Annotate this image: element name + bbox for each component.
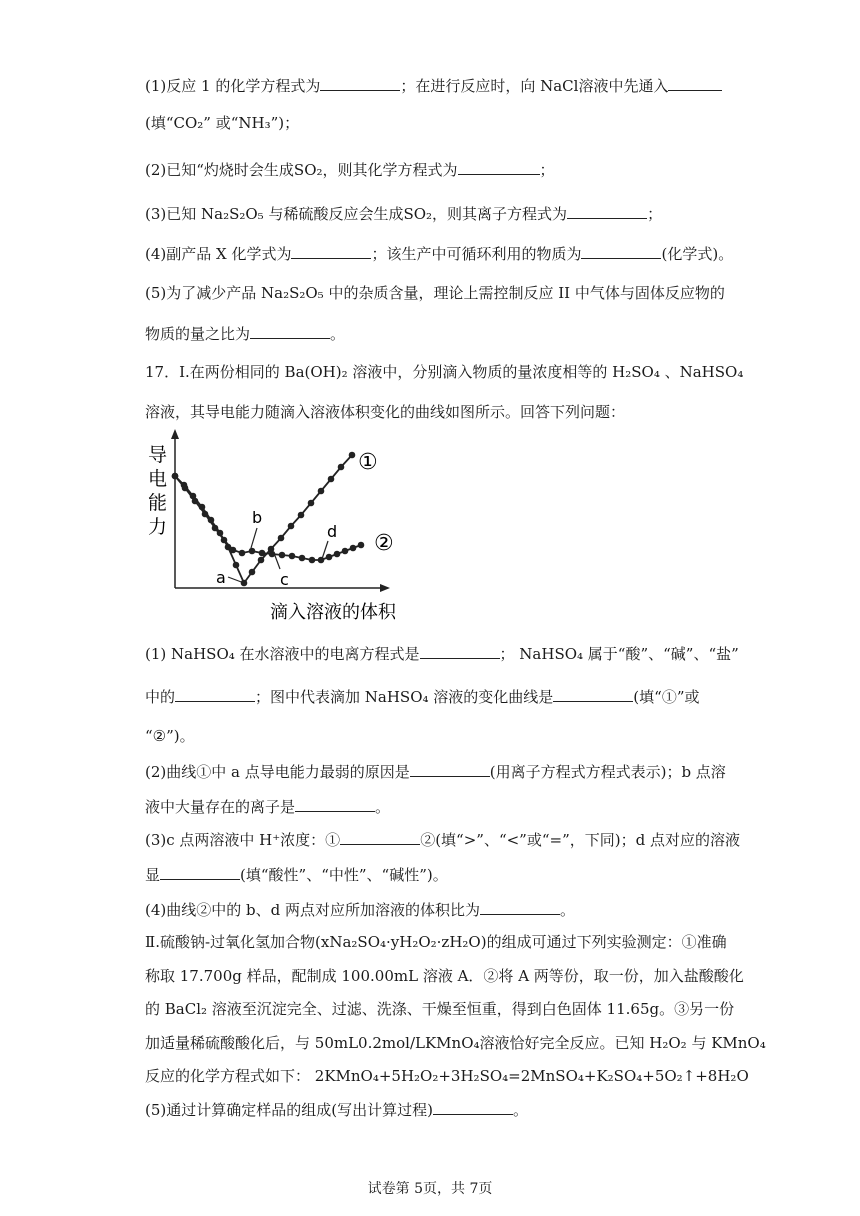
q16-p5-end: 。 xyxy=(330,325,346,343)
q17-s1-line2 xyxy=(145,686,700,707)
curve-2-point xyxy=(182,485,189,492)
page-footer: 试卷第 5页，共 7页 xyxy=(367,1181,493,1197)
q17-s2-line2 xyxy=(145,796,390,817)
q17-s2c: 液中大量存在的离子是 xyxy=(145,798,296,816)
q16-line-2 xyxy=(145,113,299,133)
answer-blank[interactable] xyxy=(340,829,420,845)
q17-s3d: (填“酸性”、“中性”、“碱性”)。 xyxy=(240,866,448,884)
curve-2-point xyxy=(259,550,266,557)
q17-s1-line1 xyxy=(145,643,739,664)
q17-s4-end: 。 xyxy=(560,901,576,919)
q17-s3c: 显 xyxy=(145,866,161,884)
q16-p4a: (4)副产品 X 化学式为 xyxy=(145,245,292,263)
curve-2-point xyxy=(309,557,316,564)
y-label-1: 导 xyxy=(148,444,168,466)
curve-2-point xyxy=(230,547,237,554)
y-label-4: 力 xyxy=(148,516,168,538)
x-label: 滴入溶液的体积 xyxy=(270,602,396,623)
q16-line-5 xyxy=(145,243,733,264)
q17-s5: (5)通过计算确定样品的组成(写出计算过程) xyxy=(145,1101,433,1119)
curve-1-point xyxy=(258,557,265,564)
answer-blank[interactable] xyxy=(291,243,371,259)
part2-line-c xyxy=(145,999,734,1019)
q17-s4-line xyxy=(145,899,575,920)
answer-blank[interactable] xyxy=(250,323,330,339)
answer-blank[interactable] xyxy=(480,899,560,915)
q16-p4b: ；该生产中可循环利用的物质为 xyxy=(371,245,582,263)
part2-line-a xyxy=(145,932,727,952)
curve-1-point xyxy=(308,500,315,507)
q16-p4c: (化学式)。 xyxy=(661,245,734,263)
answer-blank[interactable] xyxy=(668,75,722,91)
q16-line-4 xyxy=(145,203,662,224)
part2-a: Ⅱ.硫酸钠-过氧化氢加合物(xNa₂SO₄·yH₂O₂·zH₂O)的组成可通过下列实验测定：①准确 xyxy=(145,933,727,951)
y-label-3: 能 xyxy=(148,492,168,514)
part2-b: 称取 17.700g 样品，配制成 100.00mL 溶液 A．②将 A 两等份，取一份，加入盐酸酸化 xyxy=(145,967,744,985)
q16-p3-end: ； xyxy=(647,205,663,223)
answer-blank[interactable] xyxy=(553,686,633,702)
curve-1-point xyxy=(338,464,345,471)
q16-p1b: ；在进行反应时，向 NaCl溶液中先通入 xyxy=(400,77,669,95)
q16-line-7 xyxy=(145,323,345,344)
curve-2-point xyxy=(318,557,325,564)
answer-blank[interactable] xyxy=(160,864,240,880)
q16-line-3 xyxy=(145,159,555,180)
curve-2-point xyxy=(289,553,296,560)
q17-s3b: ②(填“>”、“<”或“=”，下同)；d 点对应的溶液 xyxy=(420,831,740,849)
q17-s4: (4)曲线②中的 b、d 两点对应所加溶液的体积比为 xyxy=(145,901,480,919)
part2-line-e xyxy=(145,1066,749,1086)
q16-p2: (2)已知“灼烧时会生成SO₂，则其化学方程式为 xyxy=(145,161,458,179)
q17-s3-line2 xyxy=(145,864,448,885)
curve-2-point xyxy=(326,554,333,561)
curve-2-point xyxy=(342,548,349,555)
curve-1-point xyxy=(288,523,295,530)
q17-intro-a: 17．Ⅰ.在两份相同的 Ba(OH)₂ 溶液中，分别滴入物质的量浓度相等的 H₂SO₄ 、NaHSO₄ xyxy=(145,363,744,381)
q17-intro-1 xyxy=(145,362,743,382)
part2-line-b xyxy=(145,966,744,986)
q17-s2a: (2)曲线①中 a 点导电能力最弱的原因是 xyxy=(145,763,410,781)
q17-s2-line1 xyxy=(145,761,726,782)
y-axis-arrow xyxy=(171,429,179,439)
curve-1-label: ① xyxy=(358,450,378,475)
q17-s1e: (填“①”或 xyxy=(633,688,700,706)
point-label-b: b xyxy=(252,508,263,527)
pointer-b xyxy=(251,528,257,548)
answer-blank[interactable] xyxy=(420,643,500,659)
curve-2-point xyxy=(202,511,209,518)
curve-1-point xyxy=(318,488,325,495)
curve-1-point xyxy=(233,562,240,569)
curve-2-point xyxy=(192,498,199,505)
curve-1-line xyxy=(175,455,352,583)
q16-p3: (3)已知 Na₂S₂O₅ 与稀硫酸反应会生成SO₂，则其离子方程式为 xyxy=(145,205,568,223)
q16-p5b: 物质的量之比为 xyxy=(145,325,251,343)
y-label-2: 电 xyxy=(148,468,168,490)
curve-1-point xyxy=(328,476,335,483)
point-label-d: d xyxy=(327,522,338,541)
curve-2-point xyxy=(334,551,341,558)
q16-p5a: (5)为了减少产品 Na₂S₂O₅ 中的杂质含量，理论上需控制反应 II 中气体与固体反应物的 xyxy=(145,284,725,302)
curve-1-point xyxy=(249,569,256,576)
curve-2-point xyxy=(299,555,306,562)
x-axis-arrow xyxy=(380,584,390,592)
answer-blank[interactable] xyxy=(567,203,647,219)
answer-blank[interactable] xyxy=(410,761,490,777)
curve-2-point xyxy=(221,537,228,544)
curve-2-line xyxy=(175,476,361,560)
q17-intro-2 xyxy=(145,402,625,422)
q17-s1a: (1) NaHSO₄ 在水溶液中的电离方程式是 xyxy=(145,645,420,663)
answer-blank[interactable] xyxy=(320,75,400,91)
q16-line-1 xyxy=(145,75,722,96)
curve-2-point xyxy=(239,550,246,557)
answer-blank[interactable] xyxy=(458,159,540,175)
part2-line-d xyxy=(145,1033,766,1053)
part2-e: 反应的化学方程式如下： 2KMnO₄+5H₂O₂+3H₂SO₄=2MnSO₄+K₂SO₄+5O₂↑+8H₂O xyxy=(145,1067,749,1085)
answer-blank[interactable] xyxy=(433,1099,513,1115)
q17-s1f: “②”)。 xyxy=(145,727,195,745)
point-label-c: c xyxy=(280,570,289,589)
curve-2-point xyxy=(358,542,365,549)
point-label-a: a xyxy=(216,568,226,587)
q16-p1c: (填“CO₂” 或“NH₃”)； xyxy=(145,114,300,132)
curve-1-point xyxy=(349,452,356,459)
q17-s2b: (用离子方程式方程式表示)；b 点溶 xyxy=(489,763,726,781)
conductivity-graph xyxy=(140,425,400,625)
q17-intro-b: 溶液，其导电能力随滴入溶液体积变化的曲线如图所示。回答下列问题： xyxy=(145,403,626,421)
q17-s1c: 中的 xyxy=(145,688,176,706)
q16-line-6 xyxy=(145,283,725,303)
answer-blank[interactable] xyxy=(581,243,661,259)
curve-2-point xyxy=(350,545,357,552)
q17-s3a: (3)c 点两溶液中 H⁺浓度：① xyxy=(145,831,341,849)
answer-blank[interactable] xyxy=(175,686,255,702)
q17-s2-end: 。 xyxy=(375,798,391,816)
curve-1-point xyxy=(298,512,305,519)
q17-s3-line1 xyxy=(145,829,740,850)
q17-s1b: ； NaHSO₄ 属于“酸”、“碱”、“盐” xyxy=(499,645,739,663)
curve-2-point xyxy=(279,552,286,559)
curve-2-point xyxy=(249,548,256,555)
q17-s1d: ；图中代表滴加 NaHSO₄ 溶液的变化曲线是 xyxy=(255,688,554,706)
q16-p2-end: ； xyxy=(539,161,555,179)
curve-2-point xyxy=(172,473,179,480)
part2-d: 加适量稀硫酸酸化后，与 50mL0.2mol/LKMnO₄溶液恰好完全反应。已知 H₂O₂ 与 KMnO₄ xyxy=(145,1034,766,1052)
curve-1-point xyxy=(278,535,285,542)
curve-2-label: ② xyxy=(374,531,394,556)
q17-s5-line xyxy=(145,1099,528,1120)
q16-p1a: (1)反应 1 的化学方程式为 xyxy=(145,77,321,95)
part2-c: 的 BaCl₂ 溶液至沉淀完全、过滤、洗涤、干燥至恒重，得到白色固体 11.65g。③另一份 xyxy=(145,1000,735,1018)
q17-s1-line3 xyxy=(145,726,195,746)
curve-2-point xyxy=(212,525,219,532)
answer-blank[interactable] xyxy=(295,796,375,812)
q17-s5-end: 。 xyxy=(512,1101,528,1119)
